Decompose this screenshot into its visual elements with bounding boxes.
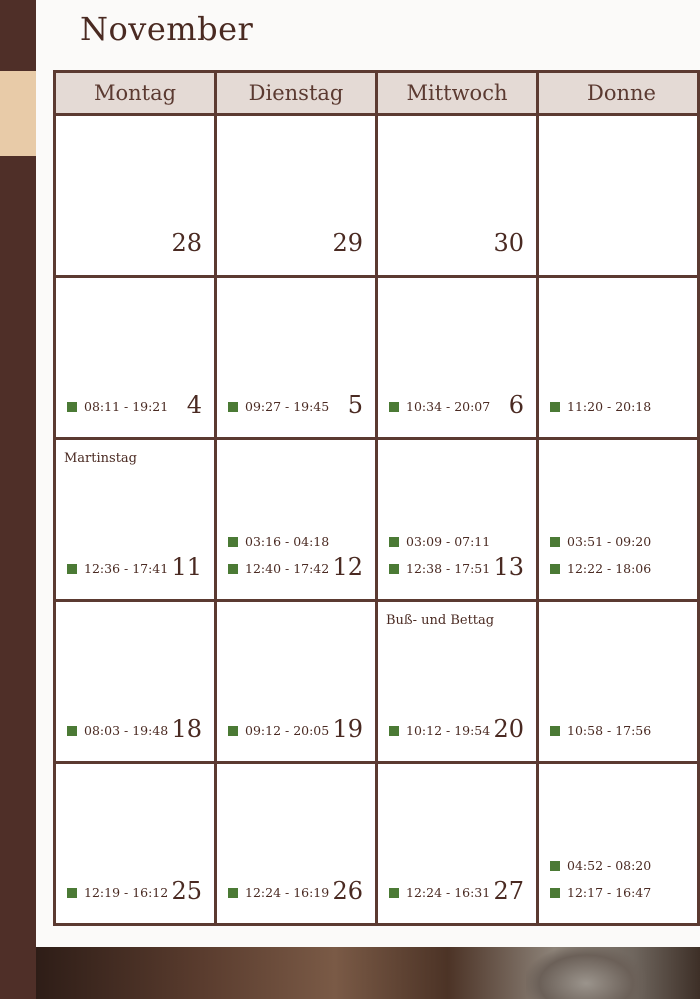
time-entry	[228, 534, 329, 549]
time-range: 09:27 - 19:45	[245, 399, 330, 414]
green-square-icon	[389, 726, 399, 736]
green-square-icon	[67, 888, 77, 898]
green-square-icon	[550, 888, 560, 898]
time-range: 10:34 - 20:07	[406, 399, 491, 414]
holiday-label: Buß- und Bettag	[386, 613, 495, 628]
day-cell[interactable]	[378, 116, 539, 278]
green-square-icon	[550, 402, 560, 412]
time-entry	[228, 399, 329, 414]
time-list	[550, 534, 651, 576]
day-cell[interactable]	[378, 764, 539, 926]
day-cell[interactable]	[217, 440, 378, 602]
day-cell[interactable]	[378, 602, 539, 764]
time-list	[389, 399, 490, 414]
week-row	[56, 278, 700, 440]
day-number: 28	[171, 229, 202, 257]
green-square-icon	[550, 861, 560, 871]
time-range: 12:36 - 17:41	[84, 561, 169, 576]
footer-photo	[36, 947, 700, 999]
time-list	[228, 399, 329, 414]
month-tab[interactable]	[0, 71, 36, 156]
time-entry	[389, 885, 490, 900]
time-entry	[389, 723, 490, 738]
photo-detail	[526, 947, 646, 999]
holiday-label: Martinstag	[64, 451, 137, 466]
time-list	[550, 399, 651, 414]
day-cell[interactable]	[56, 116, 217, 278]
day-cell[interactable]	[56, 764, 217, 926]
time-range: 11:20 - 20:18	[567, 399, 652, 414]
day-number: 6	[508, 391, 524, 419]
time-range: 03:09 - 07:11	[406, 534, 491, 549]
day-cell[interactable]	[378, 278, 539, 440]
time-entry	[228, 561, 329, 576]
green-square-icon	[550, 537, 560, 547]
time-entry	[228, 723, 329, 738]
time-entry	[67, 885, 168, 900]
day-number: 18	[171, 715, 202, 743]
time-list	[389, 534, 490, 576]
day-number: 19	[332, 715, 363, 743]
time-entry	[550, 399, 651, 414]
green-square-icon	[228, 726, 238, 736]
time-range: 08:03 - 19:48	[84, 723, 169, 738]
time-list	[67, 885, 168, 900]
time-entry	[67, 723, 168, 738]
day-cell[interactable]	[539, 764, 700, 926]
time-range: 12:40 - 17:42	[245, 561, 330, 576]
time-list	[67, 561, 168, 576]
time-range: 03:51 - 09:20	[567, 534, 652, 549]
time-list	[228, 723, 329, 738]
day-cell[interactable]	[56, 278, 217, 440]
day-number: 26	[332, 877, 363, 905]
time-entry	[550, 858, 651, 873]
green-square-icon	[389, 537, 399, 547]
day-cell[interactable]	[217, 602, 378, 764]
time-entry	[389, 399, 490, 414]
time-entry	[389, 561, 490, 576]
time-range: 12:24 - 16:31	[406, 885, 491, 900]
weekday-header-monday: Montag	[56, 73, 217, 116]
day-cell[interactable]	[539, 116, 700, 278]
day-number: 27	[493, 877, 524, 905]
day-cell[interactable]	[217, 278, 378, 440]
time-entry	[389, 534, 490, 549]
month-title: November	[80, 10, 254, 48]
time-range: 12:38 - 17:51	[406, 561, 491, 576]
day-cell[interactable]	[217, 764, 378, 926]
weekday-header-row	[56, 73, 700, 116]
time-range: 12:17 - 16:47	[567, 885, 652, 900]
day-number: 12	[332, 553, 363, 581]
week-row	[56, 764, 700, 926]
day-number: 5	[347, 391, 363, 419]
week-row	[56, 602, 700, 764]
day-number: 30	[493, 229, 524, 257]
time-range: 09:12 - 20:05	[245, 723, 330, 738]
time-list	[228, 534, 329, 576]
time-range: 12:22 - 18:06	[567, 561, 652, 576]
green-square-icon	[228, 888, 238, 898]
day-cell[interactable]	[539, 278, 700, 440]
time-list	[550, 858, 651, 900]
time-list	[228, 885, 329, 900]
day-cell[interactable]	[217, 116, 378, 278]
green-square-icon	[228, 564, 238, 574]
green-square-icon	[67, 726, 77, 736]
time-entry	[228, 885, 329, 900]
time-list	[67, 399, 168, 414]
day-cell[interactable]	[539, 440, 700, 602]
green-square-icon	[389, 402, 399, 412]
green-square-icon	[228, 402, 238, 412]
time-entry	[550, 723, 651, 738]
day-number: 29	[332, 229, 363, 257]
time-entry	[550, 561, 651, 576]
time-entry	[67, 399, 168, 414]
weekday-header-tuesday: Dienstag	[217, 73, 378, 116]
day-number: 25	[171, 877, 202, 905]
time-range: 08:11 - 19:21	[84, 399, 169, 414]
time-range: 12:19 - 16:12	[84, 885, 169, 900]
time-range: 10:12 - 19:54	[406, 723, 491, 738]
green-square-icon	[67, 564, 77, 574]
time-range: 10:58 - 17:56	[567, 723, 652, 738]
day-cell[interactable]	[378, 440, 539, 602]
week-row	[56, 440, 700, 602]
green-square-icon	[389, 564, 399, 574]
time-list	[550, 723, 651, 738]
time-list	[67, 723, 168, 738]
green-square-icon	[228, 537, 238, 547]
day-number: 20	[493, 715, 524, 743]
green-square-icon	[550, 726, 560, 736]
time-entry	[67, 561, 168, 576]
time-entry	[550, 885, 651, 900]
day-number: 11	[171, 553, 202, 581]
day-number: 13	[493, 553, 524, 581]
day-number: 4	[186, 391, 202, 419]
green-square-icon	[389, 888, 399, 898]
weekday-header-wednesday: Mittwoch	[378, 73, 539, 116]
weekday-header-thursday: Donne	[539, 73, 700, 116]
day-cell[interactable]	[539, 602, 700, 764]
green-square-icon	[67, 402, 77, 412]
time-entry	[550, 534, 651, 549]
time-range: 04:52 - 08:20	[567, 858, 652, 873]
week-row	[56, 116, 700, 278]
day-cell[interactable]	[56, 440, 217, 602]
day-cell[interactable]	[56, 602, 217, 764]
calendar-grid	[53, 70, 700, 926]
time-list	[389, 885, 490, 900]
time-range: 12:24 - 16:19	[245, 885, 330, 900]
time-range: 03:16 - 04:18	[245, 534, 330, 549]
time-list	[389, 723, 490, 738]
green-square-icon	[550, 564, 560, 574]
